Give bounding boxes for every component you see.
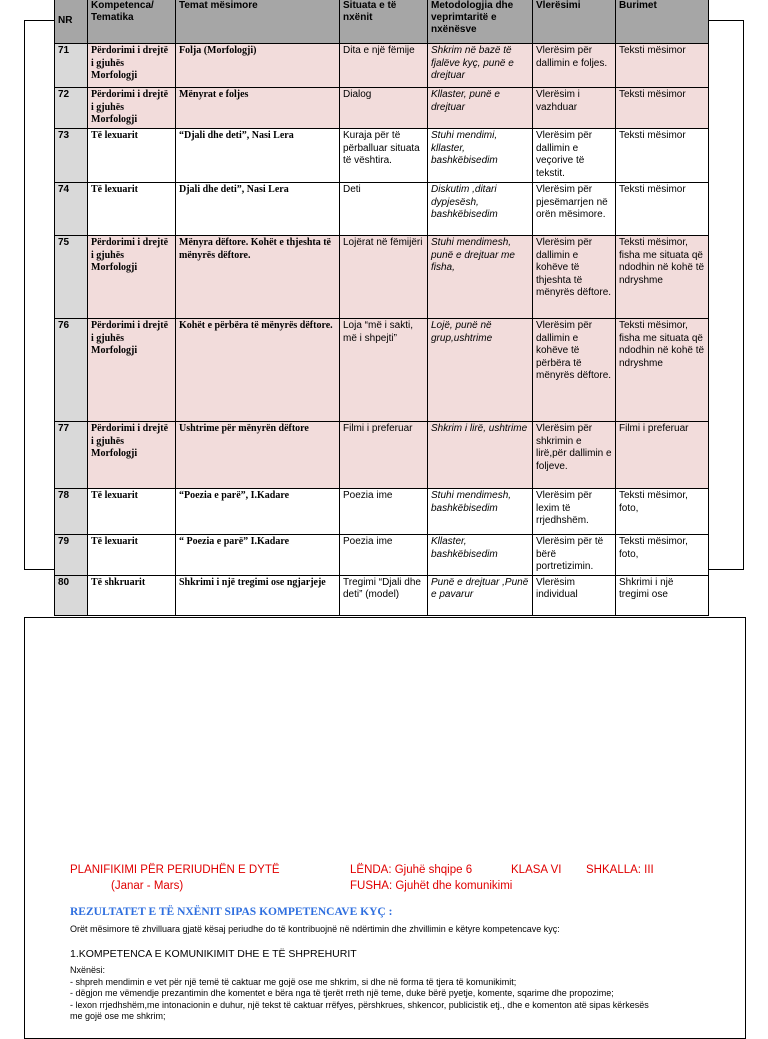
row-situata: Loja “më i sakti, më i shpejti” <box>340 319 428 422</box>
row-kompetenca: Të shkruarit <box>88 575 176 615</box>
page-border-right <box>708 20 744 570</box>
row-kompetenca: Përdorimi i drejtë i gjuhës Morfologji <box>88 422 176 489</box>
row-vleresimi: Vlerësim për dallimin e foljes. <box>533 44 616 88</box>
klasa-label: KLASA VI <box>511 864 562 876</box>
row-kompetenca: Të lexuarit <box>88 183 176 236</box>
nxenesi-label: Nxënësi: <box>70 965 106 975</box>
lesson-plan-table <box>54 0 709 616</box>
row-kompetenca: Përdorimi i drejtë i gjuhës Morfologji <box>88 319 176 422</box>
header-vleresimi: Vlerësimi <box>533 0 616 44</box>
row-kompetenca: Të lexuarit <box>88 129 176 183</box>
row-situata: Lojërat në fëmijëri <box>340 236 428 319</box>
page-border-left <box>24 20 55 570</box>
row-situata: Dialog <box>340 88 428 129</box>
table-row <box>55 489 709 535</box>
row-kompetenca: Përdorimi i drejtë i gjuhës Morfologji <box>88 236 176 319</box>
row-nr: 75 <box>55 236 88 319</box>
row-vleresimi: Vlerësim për dallimin e veçorive të tekstit. <box>533 129 616 183</box>
bullet-1: - shpreh mendimin e vet për një temë të caktuar me gojë ose me shkrim, si dhe në forma të tjera të komunikimit; <box>70 976 517 987</box>
row-metodologjia: Stuhi mendimi, kllaster, bashkëbisedim <box>428 129 533 183</box>
row-burimet: Teksti mësimor <box>616 183 709 236</box>
row-nr: 78 <box>55 489 88 535</box>
row-nr: 79 <box>55 535 88 576</box>
table-row <box>55 88 709 129</box>
table-row <box>55 422 709 489</box>
header-burimet: Burimet <box>616 0 709 44</box>
row-situata: Dita e një fëmije <box>340 44 428 88</box>
row-nr: 73 <box>55 129 88 183</box>
header-situata: Situata e të nxënit <box>340 0 428 44</box>
row-vleresimi: Vlerësim individual <box>533 575 616 615</box>
row-burimet: Teksti mësimor <box>616 129 709 183</box>
table-row <box>55 319 709 422</box>
bullet-3: - lexon rrjedhshëm,me intonacionin e duhur, një tekst të caktuar rrëfyes, përshkrues, shkencor, publicistik etj., dhe e komenton atë sipas kërkesës <box>70 999 649 1010</box>
row-tema: Shkrimi i një tregimi ose ngjarjeje <box>176 575 340 615</box>
row-burimet: Filmi i preferuar <box>616 422 709 489</box>
row-burimet: Teksti mësimor <box>616 88 709 129</box>
fusha-label: FUSHA: Gjuhët dhe komunikimi <box>350 880 513 892</box>
row-metodologjia: Shkrim në bazë të fjalëve kyç, punë e drejtuar <box>428 44 533 88</box>
table-row <box>55 129 709 183</box>
row-metodologjia: Stuhi mendimesh, punë e drejtuar me fisha, <box>428 236 533 319</box>
row-metodologjia: Punë e drejtuar ,Punë e pavarur <box>428 575 533 615</box>
row-tema: Kohët e përbëra të mënyrës dëftore. <box>176 319 340 422</box>
row-burimet: Teksti mësimor <box>616 44 709 88</box>
header-temat: Temat mësimore <box>176 0 340 44</box>
row-nr: 74 <box>55 183 88 236</box>
kompetenca-1-heading: 1.KOMPETENCA E KOMUNIKIMIT DHE E TË SHPREHURIT <box>70 948 357 960</box>
row-metodologjia: Kllaster, punë e drejtuar <box>428 88 533 129</box>
header-nr: NR <box>55 0 88 44</box>
planifikimi-title: PLANIFIKIMI PËR PERIUDHËN E DYTË <box>70 864 280 876</box>
bullet-2: - dëgjon me vëmendje prezantimin dhe komentet e bëra nga të tjerët rreth një teme, duke bërë pyetje, komente, sqarime dhe propozime; <box>70 988 614 999</box>
planning-page <box>24 617 746 1039</box>
header-metodologjia: Metodologjia dhe veprimtaritë e nxënësve <box>428 0 533 44</box>
table-row <box>55 236 709 319</box>
row-kompetenca: Të lexuarit <box>88 535 176 576</box>
table-row <box>55 183 709 236</box>
row-situata: Poezia ime <box>340 535 428 576</box>
row-nr: 71 <box>55 44 88 88</box>
row-burimet: Teksti mësimor, fisha me situata që ndodhin në kohë të ndryshme <box>616 236 709 319</box>
table-row <box>55 575 709 615</box>
row-tema: “Poezia e parë”, I.Kadare <box>176 489 340 535</box>
row-burimet: Teksti mësimor, foto, <box>616 489 709 535</box>
row-vleresimi: Vlerësim për lexim të rrjedhshëm. <box>533 489 616 535</box>
periudha-label: (Janar - Mars) <box>111 880 184 892</box>
bullet-3-cont: me gojë ose me shkrim; <box>70 1011 166 1022</box>
row-kompetenca: Përdorimi i drejtë i gjuhës Morfologji <box>88 88 176 129</box>
row-situata: Deti <box>340 183 428 236</box>
row-vleresimi: Vlerësim për të bërë portretizimin. <box>533 535 616 576</box>
row-tema: Mënyra dëftore. Kohët e thjeshta të mënyrës dëftore. <box>176 236 340 319</box>
lenda-label: LËNDA: Gjuhë shqipe 6 <box>350 864 473 876</box>
intro-text: Orët mësimore të zhvilluara gjatë kësaj periudhe do të kontribuojnë në ndërtimin dhe zhvillimin e këtyre kompetencave kyç: <box>70 924 560 934</box>
shkalla-label: SHKALLA: III <box>586 864 654 876</box>
row-nr: 76 <box>55 319 88 422</box>
row-vleresimi: Vlerësim për shkrimin e lirë,për dallimin e foljeve. <box>533 422 616 489</box>
table-row <box>55 535 709 576</box>
row-metodologjia: Stuhi mendimesh, bashkëbisedim <box>428 489 533 535</box>
row-kompetenca: Të lexuarit <box>88 489 176 535</box>
row-situata: Poezia ime <box>340 489 428 535</box>
table-row <box>55 44 709 88</box>
row-tema: Folja (Morfologji) <box>176 44 340 88</box>
row-vleresimi: Vlerësim i vazhduar <box>533 88 616 129</box>
row-vleresimi: Vlerësim për pjesëmarrjen në orën mësimore. <box>533 183 616 236</box>
row-burimet: Teksti mësimor, fisha me situata që ndodhin në kohë të ndryshme <box>616 319 709 422</box>
row-nr: 72 <box>55 88 88 129</box>
row-burimet: Shkrimi i një tregimi ose <box>616 575 709 615</box>
row-situata: Kuraja për të përballuar situata të vështira. <box>340 129 428 183</box>
row-vleresimi: Vlerësim për dallimin e kohëve të thjeshta të mënyrës dëftore. <box>533 236 616 319</box>
row-vleresimi: Vlerësim për dallimin e kohëve të përbëra të mënyrës dëftore. <box>533 319 616 422</box>
rezultatet-heading: REZULTATET E TË NXËNIT SIPAS KOMPETENCAVE KYÇ : <box>70 906 393 918</box>
row-metodologjia: Kllaster, bashkëbisedim <box>428 535 533 576</box>
row-tema: “ Poezia e parë” I.Kadare <box>176 535 340 576</box>
row-kompetenca: Përdorimi i drejtë i gjuhës Morfologji <box>88 44 176 88</box>
row-nr: 77 <box>55 422 88 489</box>
row-metodologjia: Diskutim ,ditari dypjesësh, bashkëbisedim <box>428 183 533 236</box>
row-situata: Tregimi “Djali dhe deti” (model) <box>340 575 428 615</box>
row-burimet: Teksti mësimor, foto, <box>616 535 709 576</box>
row-metodologjia: Lojë, punë në grup,ushtrime <box>428 319 533 422</box>
header-kompetenca: Kompetenca/ Tematika <box>88 0 176 44</box>
row-tema: Djali dhe deti”, Nasi Lera <box>176 183 340 236</box>
table-header-row <box>55 0 709 44</box>
row-situata: Filmi i preferuar <box>340 422 428 489</box>
row-tema: “Djali dhe deti”, Nasi Lera <box>176 129 340 183</box>
row-tema: Ushtrime për mënyrën dëftore <box>176 422 340 489</box>
row-nr: 80 <box>55 575 88 615</box>
row-metodologjia: Shkrim i lirë, ushtrime <box>428 422 533 489</box>
row-tema: Mënyrat e foljes <box>176 88 340 129</box>
